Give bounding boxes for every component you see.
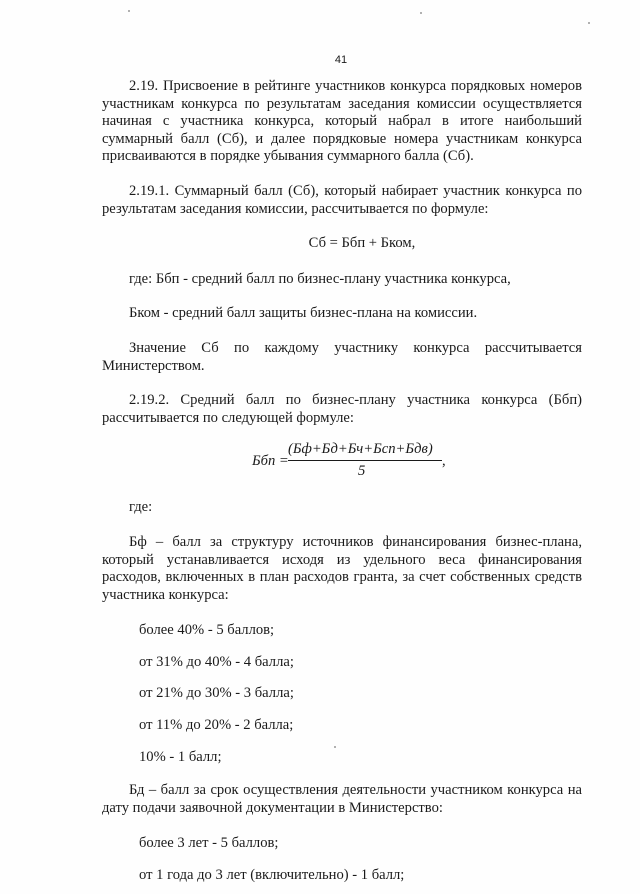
bf-item: более 40% - 5 баллов; (139, 622, 275, 639)
bf-item: от 21% до 30% - 3 балла; (139, 685, 294, 702)
bd-item: более 3 лет - 5 баллов; (139, 835, 279, 852)
fraction-bar (288, 460, 442, 461)
definition-bbp: где: Ббп - средний балл по бизнес-плану участника конкурса, (129, 270, 511, 287)
paragraph-2-19: 2.19. Присвоение в рейтинге участников конкурса порядковых номеров участникам конкурса по результатам заседания комиссии осуществляется начиная с участника конкурса, который набрал в итоге наибольший суммарный балл (Сб), и далее порядковые номера участникам конкурса присваиваются в порядке убывания суммарного балла (Сб). (102, 78, 582, 165)
bf-item: 10% - 1 балл; (139, 748, 222, 765)
bf-item: от 11% до 20% - 2 балла; (139, 717, 294, 734)
page-content (102, 78, 582, 885)
bd-item: от 1 года до 3 лет (включительно) - 1 балл; (139, 867, 405, 884)
where-label: где: (129, 499, 153, 516)
scan-speck (128, 10, 130, 12)
formula-bbp-trail: , (442, 453, 446, 470)
formula-bbp-numerator: (Бф+Бд+Бч+Бсп+Бдв) (288, 441, 433, 458)
formula-bbp-denominator: 5 (358, 463, 366, 480)
page-number: 41 (334, 54, 348, 66)
scan-speck (334, 746, 336, 748)
paragraph-value-sb: Значение Сб по каждому участнику конкурса рассчитывается Министерством. (102, 339, 582, 374)
scan-speck (420, 12, 422, 14)
definition-bkom: Бком - средний балл защиты бизнес-плана на комиссии. (129, 305, 478, 322)
formula-bbp (102, 441, 582, 483)
paragraph-2-19-1: 2.19.1. Суммарный балл (Сб), который набирает участник конкурса по результатам заседания комиссии, рассчитывается по формуле: (102, 182, 582, 217)
paragraph-bf: Бф – балл за структуру источников финансирования бизнес-плана, который устанавливается исходя из удельного веса финансирования расходов, включенных в план расходов гранта, за счет собственных средств участника конкурса: (102, 533, 582, 603)
formula-bbp-lhs: Ббп = (252, 453, 289, 470)
bf-item: от 31% до 40% - 4 балла; (139, 653, 294, 670)
paragraph-bd: Бд – балл за срок осуществления деятельности участником конкурса на дату подачи заявочной документации в Министерство: (102, 782, 582, 816)
formula-sb: Сб = Ббп + Бком, (308, 235, 416, 252)
scan-speck (588, 22, 590, 24)
paragraph-2-19-2: 2.19.2. Средний балл по бизнес-плану участника конкурса (Ббп) рассчитывается по следующей формуле: (102, 392, 582, 426)
